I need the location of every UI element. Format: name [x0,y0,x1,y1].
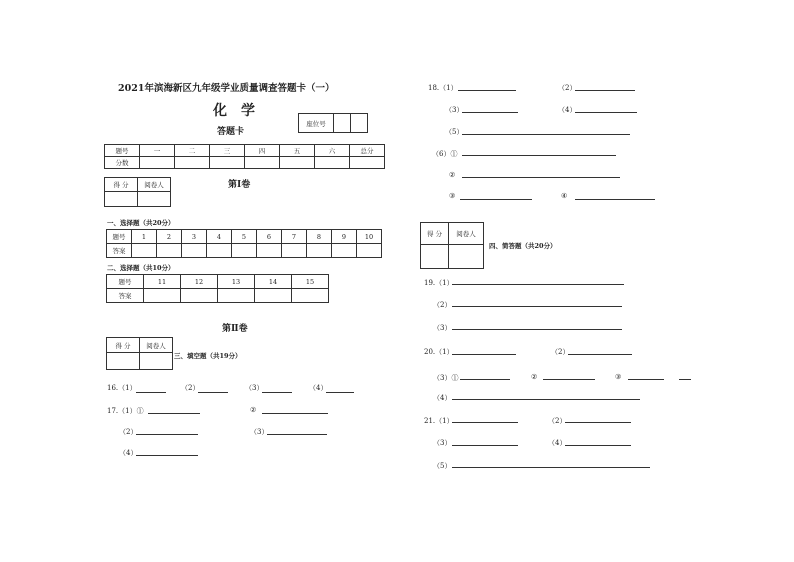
mc2-ans-cell[interactable] [292,289,329,303]
mc1-num: 10 [357,230,382,244]
q20-3d-answer-line[interactable] [679,379,691,380]
q21-4-label: （4） [548,439,567,447]
score-cell[interactable] [210,157,245,169]
q18-4-answer-line[interactable] [575,112,637,113]
q20-3c-label: ③ [615,373,622,381]
seat-cell[interactable] [334,114,351,133]
grader-reviewer-cell[interactable] [140,353,173,370]
grader-score-cell[interactable] [421,245,449,269]
score-cell[interactable] [280,157,315,169]
grader-score-label: 得 分 [107,338,140,353]
q21-2-label: （2） [548,417,567,425]
q20-1-answer-line[interactable] [452,354,516,355]
grader-reviewer-cell[interactable] [138,192,171,207]
mc1-num: 5 [232,230,257,244]
grader-score-label: 得 分 [105,178,138,192]
volume-2-heading: 第Ⅱ卷 [222,324,248,334]
q21-4-answer-line[interactable] [565,445,631,446]
mc1-num: 9 [332,230,357,244]
q18-6d-label: ④ [561,192,568,200]
mc1-ans-cell[interactable] [157,244,182,258]
seat-label: 座位号 [299,114,334,133]
mc1-table [106,229,382,258]
q18-3-answer-line[interactable] [462,112,518,113]
q19-2-answer-line[interactable] [452,306,622,307]
q18-1-answer-line[interactable] [458,90,516,91]
q20-3b-label: ② [531,373,538,381]
q21-1-answer-line[interactable] [452,422,518,423]
subject-title: 化学 [213,103,269,119]
q18-6a-answer-line[interactable] [462,155,616,156]
q19-2-label: （2） [433,301,452,309]
q20-4-answer-line[interactable] [452,399,640,400]
card-title: 答题卡 [217,127,245,137]
q17-3-label: （3） [250,428,269,436]
score-table [104,144,385,169]
section-4-title: 四、简答题（共20分） [489,242,557,250]
mc2-ans-cell[interactable] [181,289,218,303]
mc1-num: 2 [157,230,182,244]
mc2-ans-cell[interactable] [255,289,292,303]
seat-cell[interactable] [351,114,368,133]
q18-6b-label: ② [449,171,456,179]
q16-1-answer-line[interactable] [136,392,166,393]
mc1-num: 6 [257,230,282,244]
mc2-num: 13 [218,275,255,289]
q17-1-label: 17.（1）① [107,407,144,415]
mc1-num: 1 [132,230,157,244]
grader-reviewer-cell[interactable] [449,245,484,269]
q21-5-answer-line[interactable] [452,467,650,468]
grader-box-1 [104,177,171,207]
q18-6-label: （6）① [432,150,458,158]
q18-2-answer-line[interactable] [575,90,635,91]
score-cell[interactable] [245,157,280,169]
section-3-title: 三、填空题（共19分） [174,352,242,360]
q21-2-answer-line[interactable] [565,422,631,423]
mc1-num: 4 [207,230,232,244]
q16-2-answer-line[interactable] [198,392,228,393]
q18-6c-label: ③ [449,192,456,200]
mc2-ans-cell[interactable] [218,289,255,303]
grader-reviewer-label: 阅卷人 [140,338,173,353]
q17-1b-answer-line[interactable] [262,413,328,414]
score-cell[interactable] [315,157,350,169]
volume-1-heading: 第Ⅰ卷 [228,180,251,190]
q16-4-answer-line[interactable] [326,392,354,393]
grader-score-label: 得 分 [421,223,449,245]
q16-4-label: （4） [309,384,328,392]
q20-2-label: （2） [551,348,570,356]
q18-6d-answer-line[interactable] [575,199,655,200]
q19-3-answer-line[interactable] [452,329,622,330]
mc1-num: 8 [307,230,332,244]
mc1-ans-cell[interactable] [257,244,282,258]
seat-number-box [298,113,368,133]
q20-4-label: （4） [433,394,452,402]
grader-box-2 [106,337,173,370]
score-header: 四 [245,145,280,157]
grader-reviewer-label: 阅卷人 [449,223,484,245]
mc1-ans-cell[interactable] [357,244,382,258]
score-row-label: 分数 [105,157,140,169]
q20-3c-answer-line[interactable] [628,379,664,380]
mc1-num-label: 题号 [107,230,132,244]
q16-1-label: 16.（1） [107,384,137,392]
mc1-ans-cell[interactable] [132,244,157,258]
q17-1a-answer-line[interactable] [148,413,200,414]
q19-1-answer-line[interactable] [452,284,624,285]
mc1-num: 3 [182,230,207,244]
mc2-num: 12 [181,275,218,289]
q16-3-label: （3） [245,384,264,392]
q16-2-label: （2） [181,384,200,392]
mc1-ans-cell[interactable] [332,244,357,258]
q18-2-label: （2） [558,84,577,92]
score-header: 一 [140,145,175,157]
q20-3b-answer-line[interactable] [543,379,595,380]
section-2-title: 二、选择题（共10分） [107,264,175,272]
grader-score-cell[interactable] [105,192,138,207]
score-cell[interactable] [175,157,210,169]
q18-5-label: （5） [445,128,464,136]
mc2-num: 15 [292,275,329,289]
q18-6b-answer-line[interactable] [462,177,620,178]
mc2-ans-cell[interactable] [144,289,181,303]
mc1-ans-cell[interactable] [182,244,207,258]
q19-1-label: 19.（1） [424,279,454,287]
score-header: 总分 [350,145,385,157]
q21-3-label: （3） [433,439,452,447]
score-header: 二 [175,145,210,157]
mc1-ans-cell[interactable] [307,244,332,258]
q17-2-answer-line[interactable] [136,434,198,435]
q17-2-label: （2） [119,428,138,436]
score-header: 五 [280,145,315,157]
mc1-ans-cell[interactable] [282,244,307,258]
q17-3-answer-line[interactable] [267,434,327,435]
page-title: 2021年滨海新区九年级学业质量调查答题卡（一） [118,83,335,94]
q17-4-answer-line[interactable] [136,455,198,456]
score-header: 题号 [105,145,140,157]
q20-2-answer-line[interactable] [568,354,632,355]
q20-1-label: 20.（1） [424,348,454,356]
mc1-ans-label: 答案 [107,244,132,258]
q18-5-answer-line[interactable] [462,134,630,135]
mc1-num: 7 [282,230,307,244]
score-header: 六 [315,145,350,157]
grader-score-cell[interactable] [107,353,140,370]
mc2-num: 11 [144,275,181,289]
q18-4-label: （4） [558,106,577,114]
q21-3-answer-line[interactable] [452,445,518,446]
q18-3-label: （3） [445,106,464,114]
score-cell[interactable] [140,157,175,169]
grader-box-3 [420,222,484,269]
mc1-ans-cell[interactable] [232,244,257,258]
q17-1b-label: ② [250,406,257,414]
q17-4-label: （4） [119,449,138,457]
section-1-title: 一、选择题（共20分） [107,219,175,227]
q18-6c-answer-line[interactable] [460,199,532,200]
grader-reviewer-label: 阅卷人 [138,178,171,192]
score-header: 三 [210,145,245,157]
mc1-ans-cell[interactable] [207,244,232,258]
score-cell[interactable] [350,157,385,169]
q16-3-answer-line[interactable] [262,392,292,393]
q20-3-label: （3）① [433,374,459,382]
mc2-ans-label: 答案 [107,289,144,303]
mc2-num: 14 [255,275,292,289]
q20-3a-answer-line[interactable] [460,379,510,380]
mc2-num-label: 题号 [107,275,144,289]
mc2-table [106,274,329,303]
q21-1-label: 21.（1） [424,417,454,425]
q19-3-label: （3） [433,324,452,332]
q18-1-label: 18.（1） [428,84,458,92]
q21-5-label: （5） [433,462,452,470]
